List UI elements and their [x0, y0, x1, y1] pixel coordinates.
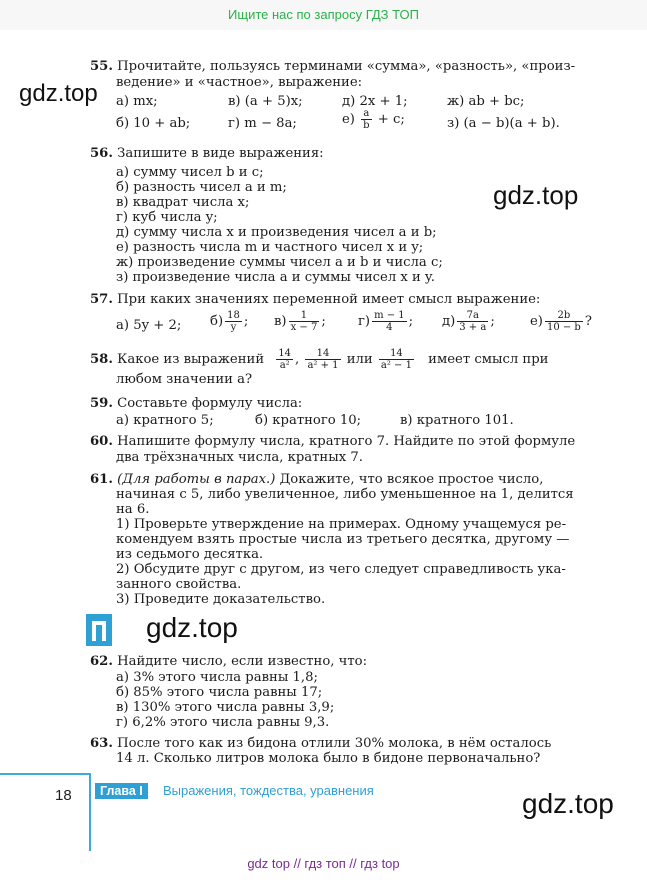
list-item: а) 3% этого числа равны 1,8; — [116, 670, 318, 685]
task-61-line1: 61. (Для работы в парах.) Докажите, что всякое простое число, — [90, 472, 544, 487]
option: б) 10 + ab; — [116, 116, 191, 131]
option: з) (a − b)(a + b). — [447, 116, 560, 131]
task-text: Прочитайте, пользуясь терминами «сумма», «разность», «произ- — [117, 59, 576, 74]
top-banner[interactable]: Ищите нас по запросу ГДЗ ТОП — [0, 0, 647, 30]
task-57-title — [90, 292, 600, 307]
task-61-line: 3) Проведите доказательство. — [116, 592, 326, 607]
task-58-line2: любом значении a? — [116, 372, 253, 387]
option: б) $\frac{18}{y}$ ; — [210, 310, 249, 333]
divider — [89, 773, 91, 851]
list-item: г) 6,2% этого числа равны 9,3. — [116, 715, 330, 730]
option: в) кратного 101. — [400, 413, 514, 428]
task-60-line2: два трёхзначных числа, кратных 7. — [116, 450, 363, 465]
list-item: в) 130% этого числа равны 3,9; — [116, 700, 335, 715]
option: а) 5y + 2; — [116, 318, 182, 333]
watermark: gdz.top — [19, 80, 98, 107]
task-61-line: 1) Проверьте утверждение на примерах. Одному учащемуся ре- — [116, 517, 567, 532]
task-56-title — [90, 146, 600, 161]
option: е) $\frac{a}{b}$ + c; — [342, 108, 405, 131]
option: е) $\frac{2b}{10 - b}$ ? — [530, 310, 592, 333]
page-number: 18 — [55, 787, 72, 804]
option: ж) ab + bc; — [447, 94, 525, 109]
list-item: г) куб числа y; — [116, 210, 218, 225]
task-61-line: на 6. — [116, 502, 150, 517]
task-55-line1 — [90, 59, 600, 74]
task-58-line1: 58. Какое из выражений $\frac{14}{\text{a²}}$ , $\frac{14}{\text{a² + 1}}$ или $\frac{14}{\text{a² − 1}}$ имеет смысл при — [90, 348, 549, 371]
list-item: з) произведение числа a и суммы чисел x и y. — [116, 270, 435, 285]
list-item: д) сумму числа x и произведения чисел a и b; — [116, 225, 437, 240]
option: а) кратного 5; — [116, 413, 214, 428]
watermark: gdz.top — [146, 612, 238, 643]
watermark: gdz.top — [493, 180, 579, 210]
task-61-line: начиная с 5, либо увеличенное, либо уменьшенное на 1, делится — [116, 487, 574, 502]
list-item: е) разность числа m и частного чисел x и y; — [116, 240, 424, 255]
option: в) (a + 5)x; — [228, 94, 303, 109]
list-item: в) квадрат числа x; — [116, 195, 250, 210]
list-item: ж) произведение суммы чисел a и b и числа c; — [116, 255, 443, 270]
task-60-line1: 60. Напишите формулу числа, кратного 7. Найдите по этой формуле — [90, 434, 576, 449]
chapter-label: Глава I — [95, 783, 148, 799]
option: д) $\frac{7a}{3 + a}$ ; — [442, 310, 495, 333]
chapter-title: Выражения, тождества, уравнения — [163, 783, 374, 798]
task-62-title: 62. Найдите число, если известно, что: — [90, 654, 368, 669]
option: а) mx; — [116, 94, 158, 109]
task-61-line: занного свойства. — [116, 577, 242, 592]
list-item: б) 85% этого числа равны 17; — [116, 685, 323, 700]
option: г) m − 8a; — [228, 116, 297, 131]
task-61-line: комендуем взять простые числа из третьего десятка, другому — — [116, 532, 570, 547]
option: г) $\frac{m - 1}{4}$ ; — [358, 310, 414, 333]
option: в) $\frac{1}{x - 7}$ ; — [274, 310, 326, 333]
option: д) 2x + 1; — [342, 94, 408, 109]
task-number: 56. — [90, 146, 113, 161]
option: б) кратного 10; — [255, 413, 362, 428]
pair-work-icon — [86, 614, 112, 646]
task-61-line: 2) Обсудите друг с другом, из чего следует справедливость ука- — [116, 562, 566, 577]
task-59-title: 59. Составьте формулу числа: — [90, 396, 303, 411]
fraction: $\frac{a}{b}$ — [363, 108, 370, 131]
list-item: а) сумму чисел b и c; — [116, 165, 264, 180]
task-61-line: из седьмого десятка. — [116, 547, 264, 562]
divider — [0, 773, 90, 775]
task-63-line2: 14 л. Сколько литров молока было в бидоне первоначально? — [116, 751, 541, 766]
task-text: Запишите в виде выражения: — [117, 146, 324, 161]
task-55-line2: ведение» и «частное», выражение: — [116, 75, 363, 90]
footer-links[interactable]: gdz top // гдз топ // гдз top — [247, 856, 400, 871]
task-number: 55. — [90, 59, 113, 74]
task-text: При каких значениях переменной имеет смысл выражение: — [117, 292, 541, 307]
watermark: gdz.top — [522, 788, 614, 819]
task-63-line1: 63. После того как из бидона отлили 30% молока, в нём осталось — [90, 736, 552, 751]
list-item: б) разность чисел a и m; — [116, 180, 287, 195]
task-number: 57. — [90, 292, 113, 307]
